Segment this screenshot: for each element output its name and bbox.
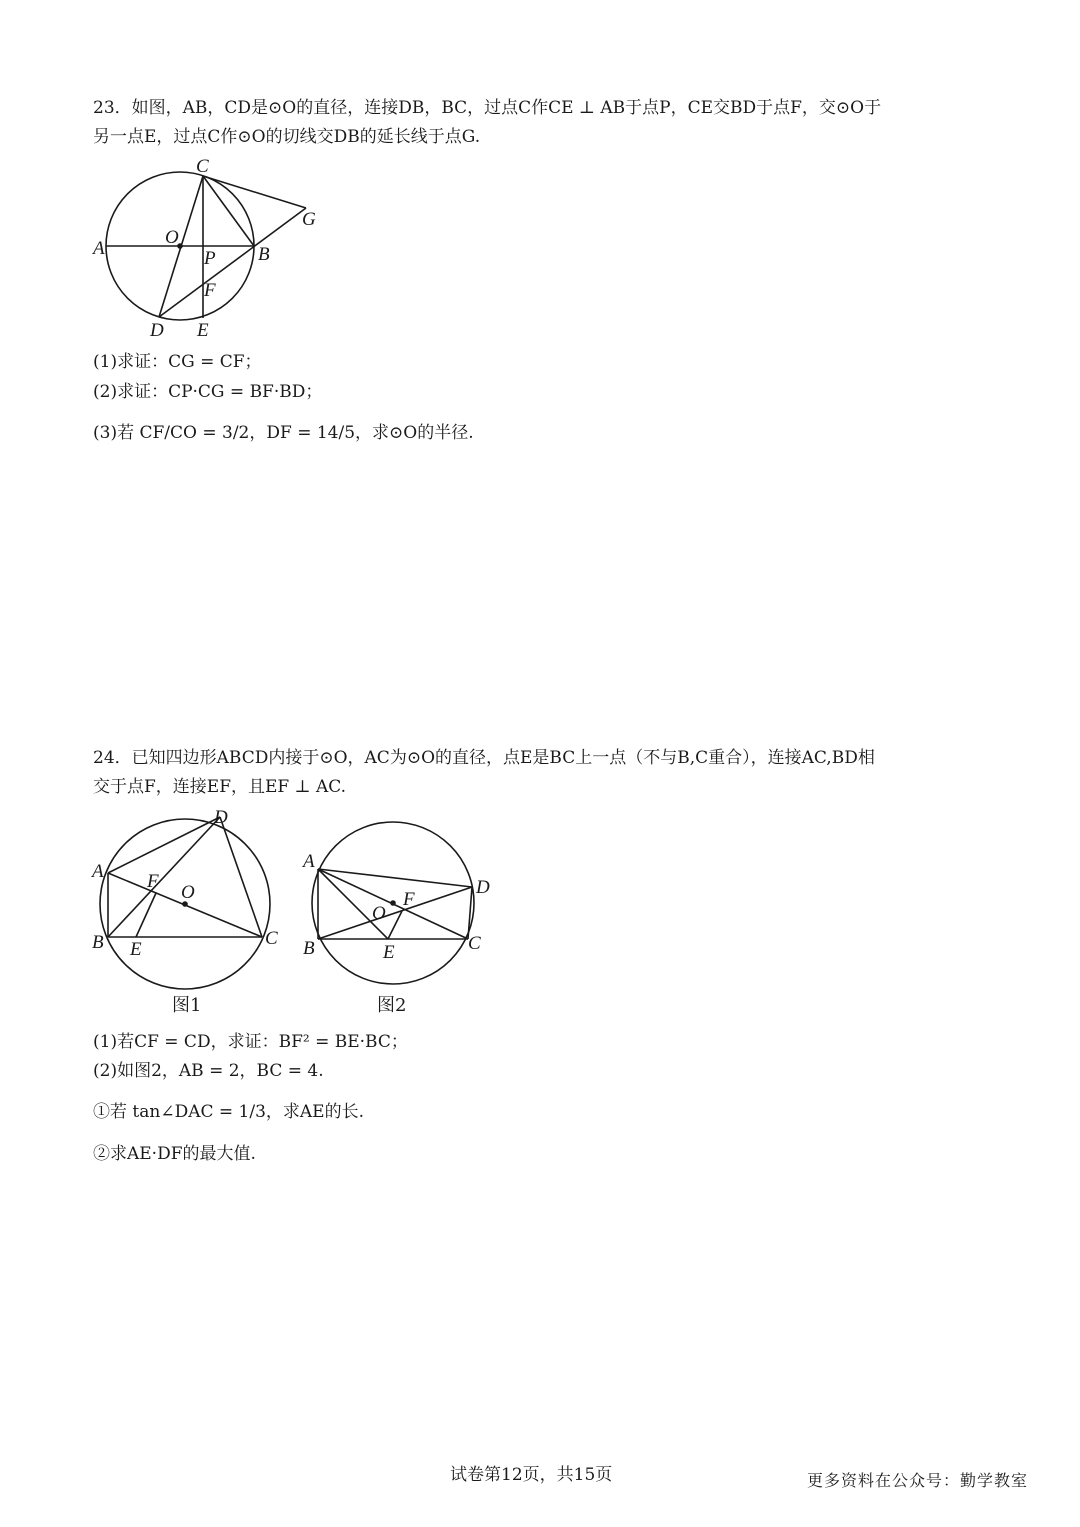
- q23-label-g: G: [302, 209, 316, 230]
- q23-part2: (2)求证：CP·CG = BF·BD；: [93, 382, 323, 402]
- q23-label-b: B: [258, 244, 270, 265]
- q24-fig2-dc: [468, 887, 472, 939]
- page-number-footer: 试卷第12页，共15页: [450, 1465, 613, 1485]
- q24-part2-1: ①若 tan∠DAC = 1/3，求AE的长.: [93, 1102, 364, 1122]
- q24-fig2-label-d: D: [476, 877, 490, 898]
- q23-label-e: E: [197, 320, 209, 341]
- q24-fig2-center-dot: [390, 900, 396, 906]
- q24-fig1-label-e: E: [130, 939, 142, 960]
- q23-label-o: O: [165, 227, 179, 248]
- q23-label-d: D: [150, 320, 164, 341]
- q23-segment-dg: [159, 208, 306, 317]
- q23-tangent-cg: [203, 176, 306, 208]
- q23-stem-line1: 23．如图，AB，CD是⊙O的直径，连接DB，BC，过点C作CE ⊥ AB于点P，CE交BD于点F，交⊙O于: [93, 98, 882, 118]
- q24-stem-line2: 交于点F，连接EF，且EF ⊥ AC.: [93, 777, 347, 797]
- q24-fig1-caption: 图1: [172, 995, 202, 1016]
- q24-fig1-label-f: F: [147, 871, 159, 892]
- q24-figure-1: [88, 805, 288, 965]
- q23-label-f: F: [204, 280, 216, 301]
- q24-figure-2: [300, 805, 500, 965]
- q24-fig2-ad: [318, 869, 472, 887]
- q24-part2-2: ②求AE·DF的最大值.: [93, 1144, 256, 1164]
- q24-fig1-dc: [220, 817, 262, 937]
- q24-fig2-bd: [318, 887, 472, 939]
- q24-fig1-label-a: A: [92, 861, 104, 882]
- q24-fig1-label-c: C: [265, 928, 278, 949]
- q24-fig2-label-o: O: [372, 903, 386, 924]
- q24-fig2-caption: 图2: [377, 995, 407, 1016]
- q24-fig2-label-a: A: [303, 851, 315, 872]
- q24-part1: (1)若CF = CD，求证：BF² = BE·BC；: [93, 1032, 408, 1052]
- q24-part2: (2)如图2，AB = 2，BC = 4.: [93, 1061, 324, 1081]
- q23-geometry-diagram: [88, 150, 328, 340]
- q24-fig1-diagram: [88, 805, 288, 965]
- q23-label-p: P: [204, 248, 216, 269]
- q24-fig1-ef: [136, 893, 156, 937]
- q23-figure: [88, 150, 328, 340]
- source-note-footer: 更多资料在公众号：勤学教室: [806, 1471, 1028, 1490]
- q23-part3: (3)若 CF/CO = 3/2，DF = 14/5，求⊙O的半径.: [93, 423, 474, 443]
- q24-fig2-label-c: C: [468, 933, 481, 954]
- q24-fig1-label-b: B: [92, 932, 104, 953]
- q23-stem-line2: 另一点E，过点C作⊙O的切线交DB的延长线于点G.: [93, 127, 481, 147]
- q23-label-c: C: [196, 156, 209, 177]
- q23-label-a: A: [93, 238, 105, 259]
- q24-fig1-label-d: D: [214, 807, 228, 828]
- q24-fig2-label-b: B: [303, 938, 315, 959]
- q24-fig2-diagram: [300, 805, 500, 965]
- q24-fig1-label-o: O: [181, 882, 195, 903]
- q24-fig1-bd: [108, 817, 220, 937]
- q23-segment-cb: [203, 176, 254, 246]
- q24-stem-line1: 24．已知四边形ABCD内接于⊙O，AC为⊙O的直径，点E是BC上一点（不与B,C重合），连接AC,BD相: [93, 748, 875, 768]
- q24-fig2-label-e: E: [383, 942, 395, 963]
- q24-fig2-label-f: F: [403, 889, 415, 910]
- q23-part1: (1)求证：CG = CF；: [93, 352, 262, 372]
